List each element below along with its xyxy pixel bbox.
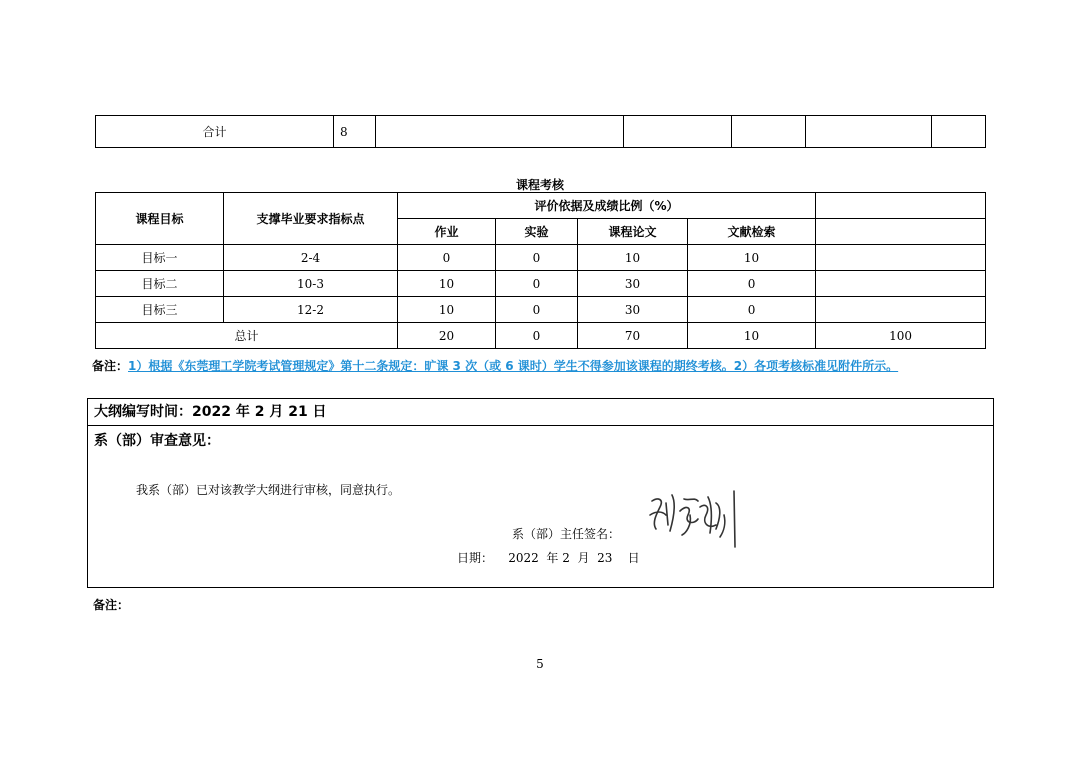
remark-note [92,357,992,374]
remark-label-bottom: 备注： [93,598,130,612]
header-support-point: 支撑毕业要求指标点 [224,193,398,245]
row-homework: 10 [398,297,496,323]
row-paper: 30 [578,297,688,323]
table-row [96,271,986,297]
handwritten-signature [646,485,738,551]
summary-table [95,115,986,148]
summary-empty-cell [806,116,932,148]
row-empty-cell [816,245,986,271]
row-point: 10-3 [224,271,398,297]
table-row [96,297,986,323]
row-homework: 10 [398,271,496,297]
remark-label: 备注： [92,359,129,373]
summary-empty-cell [624,116,732,148]
total-paper: 70 [578,323,688,349]
remark-link[interactable]: 1）根据《东莞理工学院考试管理规定》第十二条规定：旷课 3 次（或 6 课时）学生不得参加该课程的期终考核。2）各项考核标准见附件所示。 [128,359,899,373]
header-homework: 作业 [398,219,496,245]
header-literature: 文献检索 [688,219,816,245]
row-paper: 30 [578,271,688,297]
row-goal: 目标二 [96,271,224,297]
row-goal: 目标三 [96,297,224,323]
row-experiment: 0 [496,245,578,271]
written-time: 大纲编写时间：2022 年 2 月 21 日 [88,399,993,426]
summary-empty-cell [376,116,624,148]
summary-empty-cell [732,116,806,148]
row-goal: 目标一 [96,245,224,271]
header-empty-cell [816,193,986,219]
row-literature: 0 [688,271,816,297]
review-section [87,398,994,588]
total-label: 总计 [96,323,398,349]
header-paper: 课程论文 [578,219,688,245]
header-empty-cell [816,219,986,245]
row-point: 12-2 [224,297,398,323]
summary-value: 8 [334,116,376,148]
review-date: 日期： 2022 年 2 月 23 日 [457,551,640,565]
row-literature: 0 [688,297,816,323]
header-experiment: 实验 [496,219,578,245]
assessment-header-row [96,193,986,219]
opinion-text: 我系（部）已对该教学大纲进行审核，同意执行。 [136,483,401,497]
row-empty-cell [816,297,986,323]
total-literature: 10 [688,323,816,349]
signature-label: 系（部）主任签名： [512,527,621,541]
row-experiment: 0 [496,271,578,297]
row-literature: 10 [688,245,816,271]
row-paper: 10 [578,245,688,271]
summary-row [96,116,986,148]
summary-label: 合计 [96,116,334,148]
total-homework: 20 [398,323,496,349]
header-evaluation-group: 评价依据及成绩比例（%） [398,193,816,219]
assessment-title: 课程考核 [515,178,564,192]
total-row [96,323,986,349]
summary-empty-cell [932,116,986,148]
row-point: 2-4 [224,245,398,271]
row-empty-cell [816,271,986,297]
header-course-goal: 课程目标 [96,193,224,245]
page-number: 5 [536,657,544,671]
assessment-table [95,192,986,349]
total-experiment: 0 [496,323,578,349]
row-homework: 0 [398,245,496,271]
opinion-title: 系（部）审查意见： [94,433,220,449]
table-row [96,245,986,271]
total-sum: 100 [816,323,986,349]
row-experiment: 0 [496,297,578,323]
